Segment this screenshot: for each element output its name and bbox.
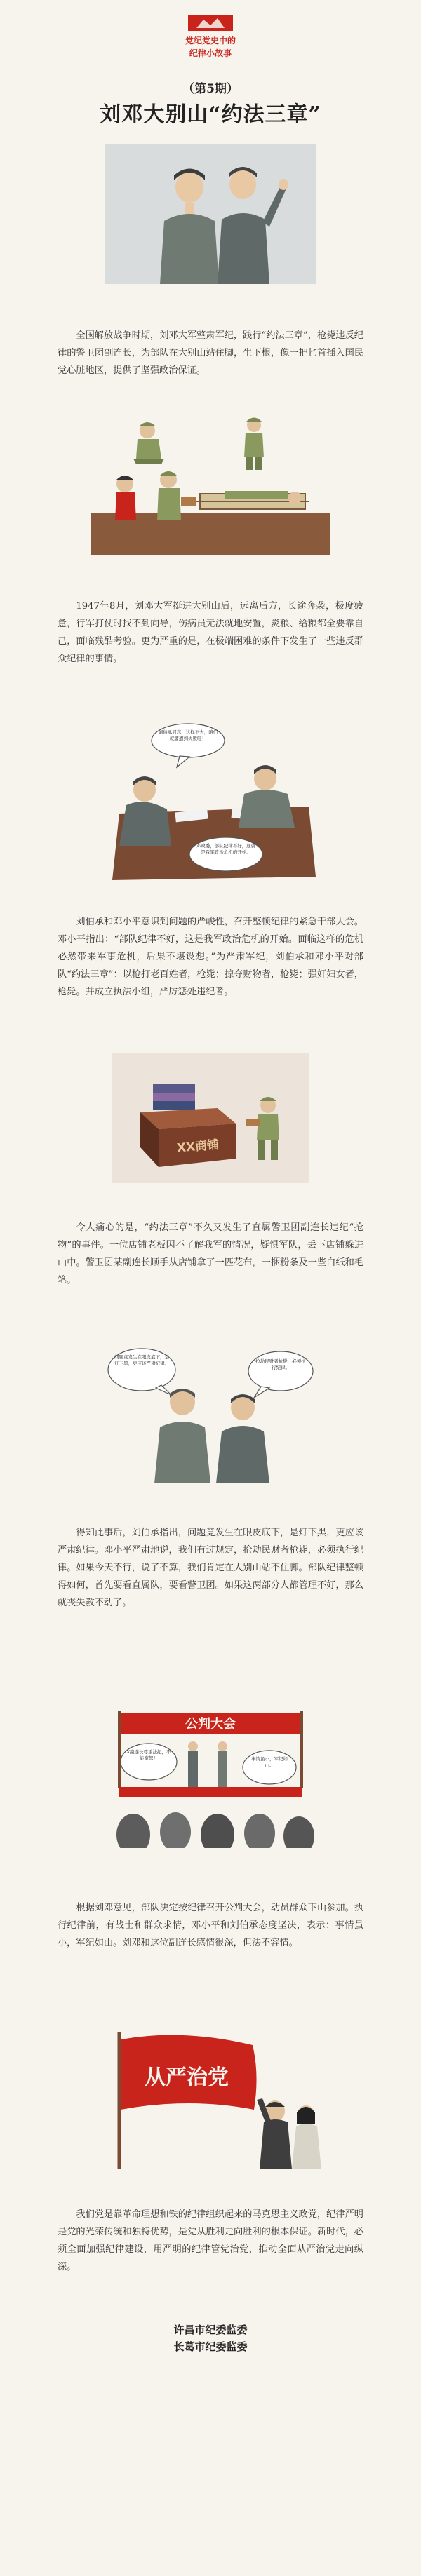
illustration-strict-governance bbox=[91, 2032, 330, 2169]
speech-bubble-leader-text: 事情虽小，军纪如山。 bbox=[251, 1756, 288, 1768]
speech-bubble-crowd-text: X副连长尊重法纪，不能宽恕！ bbox=[126, 1749, 171, 1761]
speech-bubble-top-text: 刘伯承同志，这样下去，咱们就要遭到失败哇！ bbox=[158, 729, 218, 741]
flag-text: 从严治党 bbox=[145, 2065, 229, 2090]
speech-bubble-right-text: 抢劫民财者枪毙，必须执行纪律。 bbox=[255, 1358, 306, 1370]
shop-crate bbox=[140, 1108, 236, 1167]
trial-banner-text: 公判大会 bbox=[185, 1717, 236, 1732]
issue-number: （第5期） bbox=[182, 82, 239, 96]
speech-bubble-leader bbox=[243, 1751, 296, 1784]
illustration-meeting bbox=[98, 722, 323, 880]
paragraph-6: 根据刘邓意见，部队决定按纪律召开公判大会，动员群众下山参加。执行纪律前，有战士和群众求情，邓小平和刘伯承态度坚决，表示：事情虽小，军纪如山。刘邓和这位副连长感情很深，但法不容情。 bbox=[58, 1903, 363, 1948]
paragraph-3: 刘伯承和邓小平意识到问题的严峻性，召开整顿纪律的紧急干部大会。邓小平指出：“部队纪律不好，这是我军政治危机的开始。面临这样的危机必然带来军事危机，后果不堪设想。”为严肃军纪，刘伯承和邓小平对部队“约法三章”：以枪打老百姓者，枪毙；掠夺财物者，枪毙；强奸妇女者，枪毙。并成立执法小组，严厉惩处违纪者。 bbox=[58, 917, 363, 997]
speech-bubble-bottom-text: 邓政委，部队纪律不好，这就是我军政治危机的开始。 bbox=[196, 843, 256, 855]
publisher-footer bbox=[0, 2321, 421, 2355]
illustration-march-scene bbox=[91, 415, 330, 555]
series-logo bbox=[175, 15, 246, 65]
illustration-two-leaders bbox=[105, 144, 316, 284]
publisher-line-1: 许昌市纪委监委 bbox=[173, 2324, 248, 2336]
logo-badge bbox=[188, 15, 233, 31]
illustration-shop-crate bbox=[112, 1053, 309, 1183]
illustration-public-trial bbox=[105, 1704, 316, 1848]
illustration-leaders-speaking bbox=[105, 1343, 316, 1483]
speech-bubble-bottom bbox=[189, 837, 262, 871]
paragraph-5: 得知此事后，刘伯承指出，问题竟发生在眼皮底下，是灯下黑，更应该严肃纪律。邓小平严肃地说，我们有过规定，抢劫民财者枪毙，必须执行纪律。如果今天不行，说了不算，我们肯定在大别山站不住脚。部队纪律整顿得如何，首先要看直属队，要看警卫团。如果这两部分人都管理不好，那么就丧失教不动了。 bbox=[58, 1528, 363, 1608]
paragraph-4: 令人痛心的是，“约法三章”不久又发生了直属警卫团副连长违纪“抢物”的事件。一位店铺老板因不了解我军的情况，疑惧军队，丢下店铺躲进山中。警卫团某副连长顺手从店铺拿了一匹花布，一捆粉条及一些白纸和毛笔。 bbox=[58, 1222, 363, 1286]
logo-line2: 纪律小故事 bbox=[189, 48, 232, 58]
speech-bubble-left-text: 问题竟发生在眼皮底下，是灯下黑，更应该严肃纪律。 bbox=[114, 1354, 169, 1366]
publisher-line-2: 长葛市纪委监委 bbox=[173, 2340, 248, 2353]
logo-line1: 党纪党史中的 bbox=[185, 36, 236, 46]
page-title: 刘邓大别山“约法三章” bbox=[100, 102, 321, 127]
wounded-stretcher bbox=[196, 491, 309, 509]
crate-label: XX商铺 bbox=[176, 1138, 220, 1156]
paragraph-1: 全国解放战争时期，刘邓大军整肃军纪，践行“约法三章”，枪毙违反纪律的警卫团副连长，为部队在大别山站住脚，生下根，像一把匕首插入国民党心脏地区，提供了坚强政治保证。 bbox=[58, 330, 363, 376]
paragraph-7: 我们党是靠革命理想和铁的纪律组织起来的马克思主义政党，纪律严明是党的光荣传统和独特优势，是党从胜利走向胜利的根本保证。新时代，必须全面加强纪律建设，用严明的纪律管党治党，推动全面从严治党走向纵深。 bbox=[58, 2209, 363, 2272]
paragraph-2: 1947年8月，刘邓大军挺进大别山后，远离后方，长途奔袭，极度疲惫，行军打仗时找不到向导，伤病员无法就地安置，炎粮、给粮都全要靠自己，面临残酷考验。更为严重的是，在极端困难的条件下发生了一些违反群众纪律的事情。 bbox=[58, 601, 363, 664]
speech-bubble-crowd bbox=[121, 1744, 177, 1780]
